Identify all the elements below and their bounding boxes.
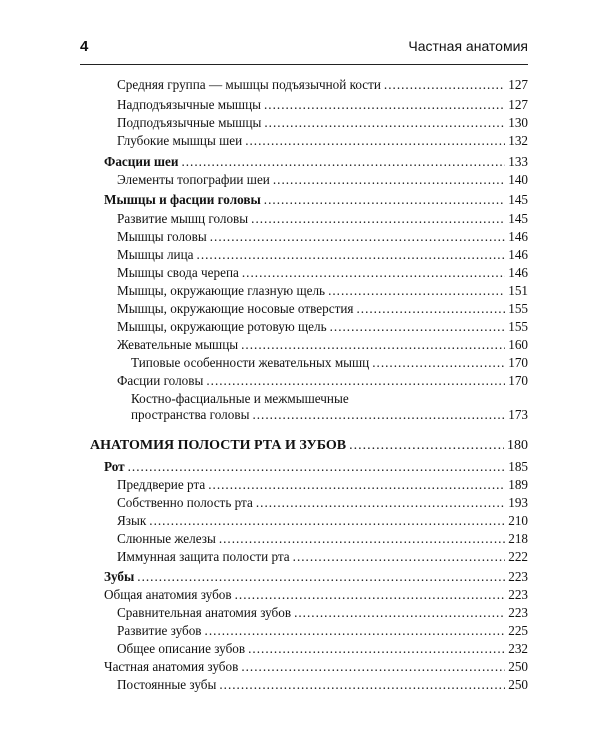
toc-leader — [356, 300, 505, 318]
toc-section-title: Зубы — [104, 569, 135, 584]
toc-entry-page: 130 — [508, 115, 528, 130]
toc-entry-title: Частная анатомия зубов — [104, 659, 239, 674]
toc-entry-page: 146 — [508, 247, 528, 262]
toc-leader — [256, 494, 505, 512]
toc-entry-title: Слюнные железы — [117, 531, 216, 546]
toc-leader — [242, 264, 505, 282]
toc-entry-title: Постоянные зубы — [117, 677, 217, 692]
toc-entry-title: Общее описание зубов — [117, 641, 246, 656]
toc-leader — [251, 210, 505, 228]
toc-entry-page: 223 — [508, 605, 528, 620]
toc-leader — [328, 282, 505, 300]
toc-entry-title: Жевательные мышцы — [117, 337, 239, 352]
toc-entry-title: Средняя группа — мышцы подъязычной кости — [117, 77, 381, 92]
toc-entry-page: 127 — [508, 77, 528, 92]
toc-section — [0, 458, 600, 476]
toc-entry — [0, 318, 600, 336]
toc-leader — [264, 96, 505, 114]
toc-entry-page: 170 — [508, 373, 528, 388]
toc-entry-page: 218 — [508, 531, 528, 546]
toc-entry-page: 155 — [508, 301, 528, 316]
toc-entry — [0, 228, 600, 246]
toc-entry-title: Преддверие рта — [117, 477, 206, 492]
toc-section — [0, 568, 600, 586]
toc-leader — [273, 171, 505, 189]
toc-leader — [248, 640, 505, 658]
toc-entry-title: Развитие зубов — [117, 623, 202, 638]
toc-entry-title: Мышцы, окружающие носовые отверстия — [117, 301, 354, 316]
toc-entry-page: 180 — [507, 438, 528, 453]
toc-part-title: АНАТОМИЯ ПОЛОСТИ РТА И ЗУБОВ — [90, 438, 347, 453]
toc-entry-page: 210 — [508, 513, 528, 528]
toc-entry — [0, 676, 600, 694]
toc-leader — [293, 548, 506, 566]
toc-section — [0, 153, 600, 171]
toc-entry — [0, 132, 600, 150]
toc-entry-title: Мышцы головы — [117, 229, 207, 244]
toc-leader — [219, 676, 505, 694]
toc-entry-title: пространства головы — [131, 407, 250, 422]
toc-section-title: Рот — [104, 459, 125, 474]
toc-entry-page: 146 — [508, 265, 528, 280]
toc-entry-page: 185 — [508, 459, 528, 474]
toc-entry — [0, 622, 600, 640]
toc-leader — [384, 76, 505, 94]
toc-entry — [0, 512, 600, 530]
toc-leader — [330, 318, 506, 336]
toc-entry-title: Мышцы свода черепа — [117, 265, 239, 280]
toc-entry — [0, 530, 600, 548]
toc-leader — [252, 406, 505, 424]
toc-entry-page: 232 — [508, 641, 528, 656]
toc-leader — [264, 114, 505, 132]
toc-entry — [0, 96, 600, 114]
toc-entry-page: 250 — [508, 677, 528, 692]
toc-entry-title: Костно-фасциальные и межмышечные — [131, 391, 349, 406]
toc-entry-page: 145 — [508, 211, 528, 226]
toc-leader — [241, 336, 505, 354]
toc-entry-page: 170 — [508, 355, 528, 370]
toc-entry-title: Мышцы лица — [117, 247, 194, 262]
toc-entry-title: Развитие мышц головы — [117, 211, 249, 226]
toc-entry-page: 222 — [508, 549, 528, 564]
toc-leader — [205, 622, 506, 640]
toc-entry — [0, 210, 600, 228]
toc-entry — [0, 548, 600, 566]
toc-entry-title: Мышцы, окружающие глазную щель — [117, 283, 326, 298]
toc-leader — [219, 530, 505, 548]
toc-entry — [0, 658, 600, 676]
toc-entry — [0, 171, 600, 189]
toc-entry-page: 160 — [508, 337, 528, 352]
toc-leader — [206, 372, 505, 390]
toc-entry — [0, 354, 600, 372]
toc-entry-title: Элементы топографии шеи — [117, 172, 270, 187]
toc-entry-title: Подподъязычные мышцы — [117, 115, 262, 130]
toc-leader — [210, 228, 506, 246]
toc-entry — [0, 494, 600, 512]
header-rule — [80, 64, 528, 65]
toc-part — [0, 437, 600, 455]
toc-entry-page: 146 — [508, 229, 528, 244]
toc-entry — [0, 604, 600, 622]
toc-leader — [245, 132, 505, 150]
toc-leader — [349, 437, 504, 455]
toc-entry-page: 151 — [508, 283, 528, 298]
toc-section — [0, 191, 600, 209]
toc-leader — [264, 191, 505, 209]
toc-entry-page: 132 — [508, 133, 528, 148]
toc-entry-page: 173 — [508, 407, 528, 422]
toc-entry — [0, 246, 600, 264]
toc-leader — [137, 568, 505, 586]
toc-entry — [0, 640, 600, 658]
toc-leader — [197, 246, 506, 264]
toc-leader — [208, 476, 505, 494]
toc-entry-page: 127 — [508, 97, 528, 112]
toc-entry-title: Фасции головы — [117, 373, 204, 388]
toc-entry-page: 145 — [508, 192, 528, 207]
toc-entry-title: Собственно полость рта — [117, 495, 253, 510]
toc-entry — [0, 406, 600, 424]
toc-entry-title: Общая анатомия зубов — [104, 587, 232, 602]
toc-entry-page: 225 — [508, 623, 528, 638]
toc-entry — [0, 282, 600, 300]
toc-section-title: Мышцы и фасции головы — [104, 192, 261, 207]
toc-entry-page: 193 — [508, 495, 528, 510]
toc-section-title: Фасции шеи — [104, 154, 179, 169]
page-header — [80, 38, 528, 60]
toc-entry-page: 140 — [508, 172, 528, 187]
toc-leader — [181, 153, 505, 171]
toc-entry — [0, 300, 600, 318]
toc-leader — [294, 604, 505, 622]
toc-entry-page: 133 — [508, 154, 528, 169]
toc-entry-page: 189 — [508, 477, 528, 492]
toc-leader — [128, 458, 506, 476]
toc-entry-page: 223 — [508, 569, 528, 584]
toc-entry-title: Глубокие мышцы шеи — [117, 133, 243, 148]
toc-entry-page: 155 — [508, 319, 528, 334]
toc-entry — [0, 372, 600, 390]
toc-leader — [149, 512, 505, 530]
page-number: 4 — [80, 38, 89, 55]
toc-entry-title: Мышцы, окружающие ротовую щель — [117, 319, 327, 334]
toc-leader — [235, 586, 506, 604]
toc-entry-title: Сравнительная анатомия зубов — [117, 605, 292, 620]
toc-entry-title: Надподъязычные мышцы — [117, 97, 261, 112]
toc-entry — [0, 586, 600, 604]
toc-entry — [0, 336, 600, 354]
toc-entry-title: Типовые особенности жевательных мышц — [131, 355, 370, 370]
toc-leader — [241, 658, 505, 676]
toc-entry — [0, 114, 600, 132]
toc-entry — [0, 76, 600, 94]
toc-entry-title: Язык — [117, 513, 147, 528]
toc-entry — [0, 476, 600, 494]
running-title: Частная анатомия — [408, 38, 528, 54]
toc-entry-page: 250 — [508, 659, 528, 674]
toc-leader — [372, 354, 505, 372]
toc-entry-page: 223 — [508, 587, 528, 602]
toc-entry — [0, 264, 600, 282]
toc-entry-title: Иммунная защита полости рта — [117, 549, 290, 564]
